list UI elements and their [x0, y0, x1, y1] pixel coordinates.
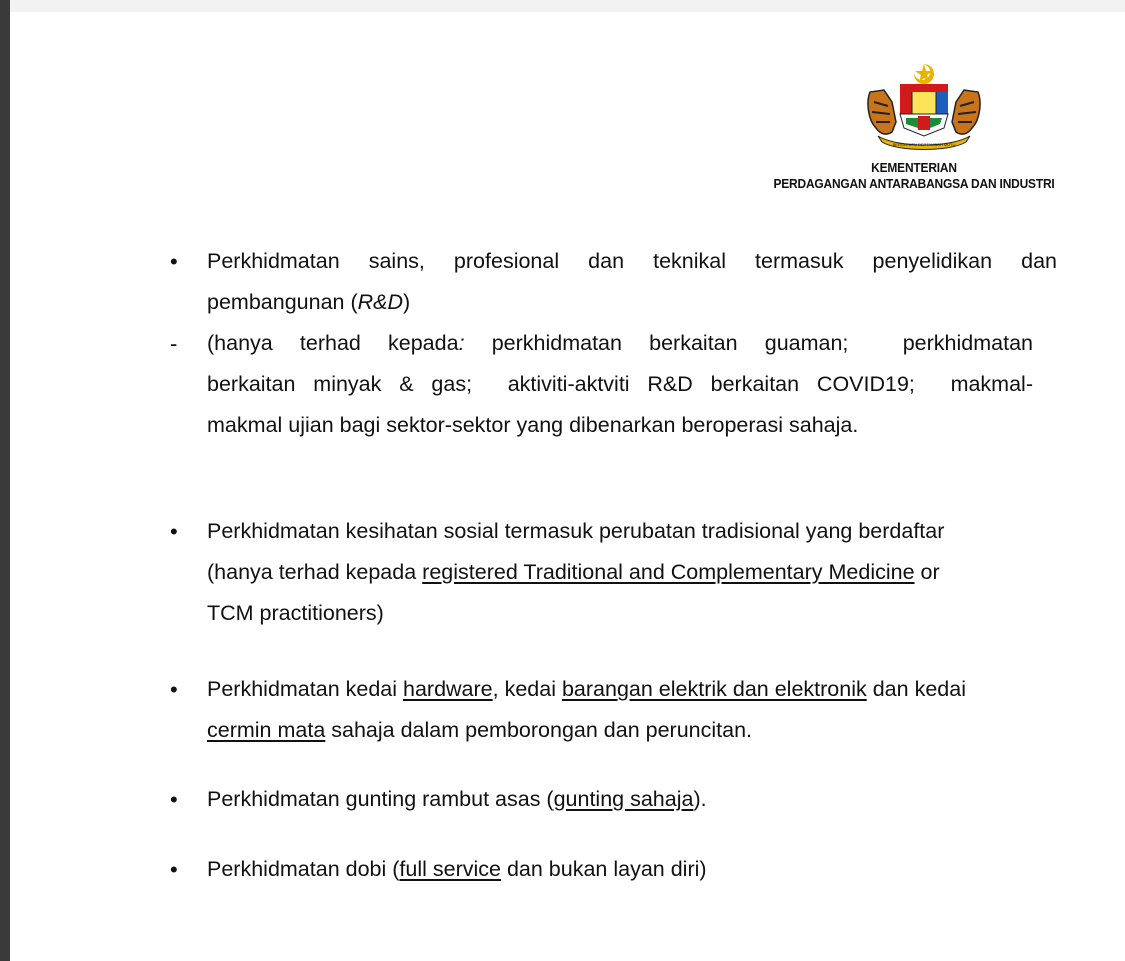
underlined-term: hardware [403, 677, 493, 701]
item-5-line-1 [207, 787, 707, 811]
list-item [207, 511, 1033, 634]
item-2-line-3: makmal ujian bagi sektor-sektor yang dibenarkan beroperasi sahaja. [207, 413, 859, 437]
text-segment: perkhidmatan berkaitan guaman; perkhidmatan [464, 331, 1033, 355]
text-segment: , kedai [492, 677, 562, 701]
bullet: • [170, 677, 178, 702]
text-segment: ) [403, 290, 411, 314]
logo-ribbon-text: BERSEKUTU BERTAMBAH MUTU [892, 142, 956, 147]
list-item [207, 241, 1057, 323]
item-4-line-2 [207, 710, 1057, 751]
ministry-line-2: PERDAGANGAN ANTARABANGSA DAN INDUSTRI [773, 176, 1055, 191]
text-segment: sahaja dalam pemborongan dan peruncitan. [325, 718, 753, 742]
text-segment: ). [693, 787, 707, 811]
ministry-name [774, 160, 1055, 192]
item-6-line-1 [207, 857, 707, 881]
underlined-term: registered Traditional and Complementary Medicine [422, 560, 915, 584]
item-1-line-2 [207, 290, 410, 314]
text-segment: Perkhidmatan kedai [207, 677, 403, 701]
text-segment: dan kedai [866, 677, 966, 701]
bullet: • [170, 519, 178, 544]
item-3-line-1: Perkhidmatan kesihatan sosial termasuk perubatan tradisional yang berdaftar [207, 519, 945, 543]
malaysia-coat-of-arms-icon [862, 62, 986, 150]
text-segment: (hanya terhad kepada [207, 331, 459, 355]
item-4-line-1 [207, 669, 1057, 710]
viewer-left-edge [0, 0, 10, 961]
ministry-line-1: KEMENTERIAN [871, 160, 958, 175]
item-2-line-1 [207, 323, 1033, 364]
item-2-line-2: berkaitan minyak & gas; aktiviti-aktviti R&D berkaitan COVID19; makmal- [207, 372, 1033, 396]
bullet: • [170, 857, 178, 882]
text-segment: R&D [357, 290, 404, 314]
text-segment: Perkhidmatan gunting rambut asas ( [207, 787, 554, 811]
text-segment: or [914, 560, 940, 584]
underlined-term: full service [399, 857, 501, 881]
underlined-term: cermin mata [207, 718, 326, 742]
bullet: • [170, 249, 178, 274]
text-segment: (hanya terhad kepada [207, 560, 423, 584]
viewer-top-edge [0, 0, 1125, 12]
dash-bullet: - [170, 331, 178, 356]
text-segment: Perkhidmatan dobi ( [207, 857, 400, 881]
text-segment: : [458, 331, 465, 355]
list-item [207, 779, 1057, 820]
list-item [207, 323, 1033, 446]
underlined-term: gunting sahaja [553, 787, 694, 811]
text-segment: dan bukan layan diri) [500, 857, 707, 881]
list-item [207, 669, 1057, 751]
text-segment: pembangunan ( [207, 290, 358, 314]
list-item [207, 849, 1057, 890]
underlined-term: barangan elektrik dan elektronik [561, 677, 867, 701]
item-1-line-1: Perkhidmatan sains, profesional dan teknikal termasuk penyelidikan dan [207, 249, 1057, 273]
bullet: • [170, 787, 178, 812]
item-3-line-3: TCM practitioners) [207, 601, 384, 625]
item-3-line-2 [207, 552, 1033, 593]
